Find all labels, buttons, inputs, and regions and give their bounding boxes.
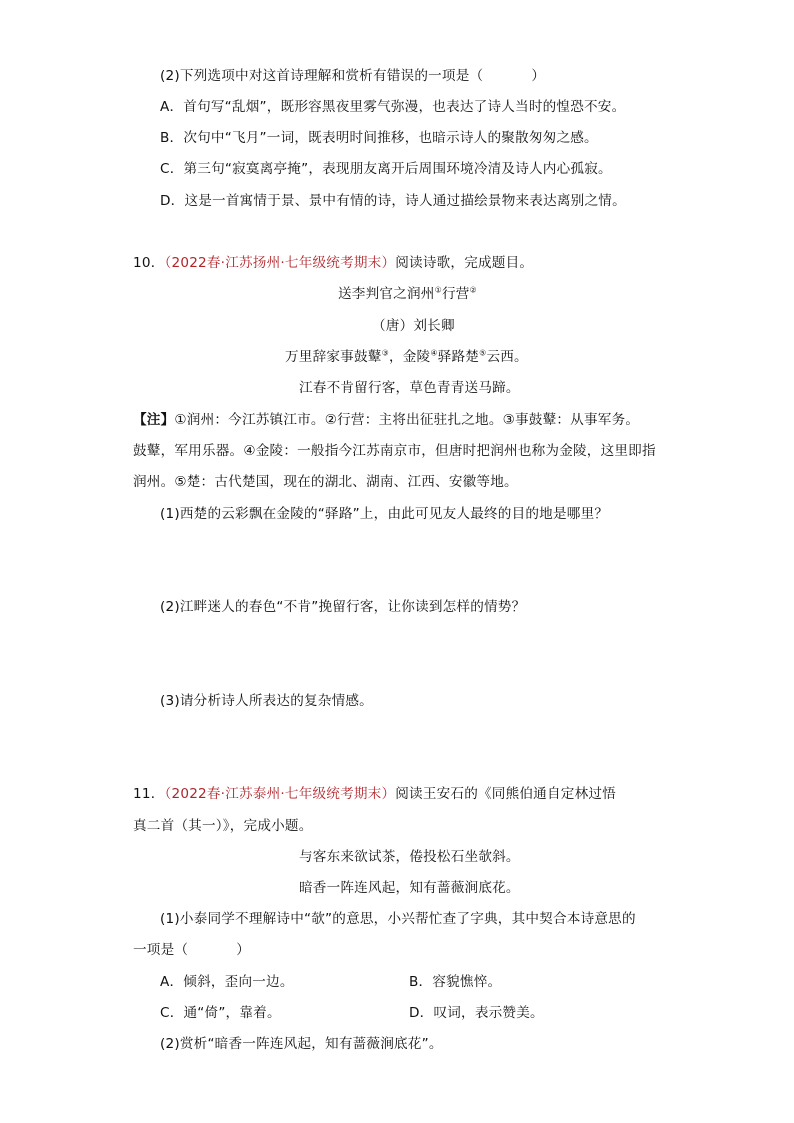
poem-line: 暗香一阵连风起，知有蔷薇涧底花。: [299, 880, 520, 896]
q9-option-a: A．首句写“乱烟”，既形容黑夜里雾气弥漫，也表达了诗人当时的惶恐不安。: [160, 99, 626, 115]
question-source: （2022春·江苏泰州·七年级统考期末）: [164, 786, 396, 802]
annotation-label: 【注】: [133, 412, 175, 428]
annotation-line: 润州。⑤楚：古代楚国，现在的湖北、湖南、江西、安徽等地。: [133, 474, 518, 490]
q10-sub2: (2)江畔迷人的春色“不肯”挽留行客，让你读到怎样的情势？: [160, 599, 526, 615]
q9-option-c: C．第三句“寂寞离亭掩”，表现朋友离开后周围环境冷清及诗人内心孤寂。: [160, 161, 612, 177]
annotation-line: 鼓鼙，军用乐器。④金陵：一般指今江苏南京市，但唐时把润州也称为金陵，这里即指: [133, 443, 656, 459]
question-instruction: 阅读王安石的《同熊伯通自定林过悟: [395, 786, 616, 802]
q11-sub2: (2)赏析“暗香一阵连风起，知有蔷薇涧底花”。: [160, 1036, 443, 1052]
question-instruction: 阅读诗歌，完成题目。: [395, 255, 534, 271]
poem-line: 万里辞家事鼓鼙③，金陵④驿路楚⑤云西。: [285, 348, 528, 365]
q9-option-d: D．这是一首寓情于景、景中有情的诗，诗人通过描绘景物来表达离别之情。: [160, 193, 626, 209]
q9-sub2-stem: (2)下列选项中对这首诗理解和赏析有错误的一项是（ ）: [160, 68, 546, 84]
q9-option-b: B．次句中“飞月”一词，既表明时间推移，也暗示诗人的聚散匆匆之感。: [160, 130, 598, 146]
q11-header: [133, 785, 616, 803]
poem-title: 送李判官之润州①行营②: [338, 285, 477, 302]
poem-author: （唐）刘长卿: [372, 318, 455, 334]
annotation: 【注】①润州：今江苏镇江市。②行营：主将出征驻扎之地。③事鼓鼙：从事军务。: [133, 412, 640, 428]
q10-header: [133, 254, 533, 272]
question-number: 11．: [133, 786, 165, 802]
q11-option-c: C．通“倚”，靠着。: [160, 1005, 281, 1021]
q11-header-cont: 真二首（其一）》，完成小题。: [133, 818, 313, 834]
question-source: （2022春·江苏扬州·七年级统考期末）: [164, 255, 396, 271]
poem-line: 与客东来欲试茶，倦投松石坐欹斜。: [299, 849, 520, 865]
q10-sub3: (3)请分析诗人所表达的复杂情感。: [160, 693, 373, 709]
q11-sub1: (1)小泰同学不理解诗中“欹”的意思，小兴帮忙查了字典，其中契合本诗意思的: [160, 911, 636, 927]
question-number: 10．: [133, 255, 165, 271]
q11-option-a: A．倾斜，歪向一边。: [160, 974, 294, 990]
q11-option-b: B．容貌憔悴。: [409, 974, 502, 990]
q10-sub1: (1)西楚的云彩飘在金陵的“驿路”上，由此可见友人最终的目的地是哪里？: [160, 506, 609, 522]
q11-sub1-cont: 一项是（ ）: [133, 942, 250, 958]
q11-option-d: D．叹词，表示赞美。: [409, 1005, 544, 1021]
poem-line: 江春不肯留行客，草色青青送马蹄。: [299, 380, 520, 396]
